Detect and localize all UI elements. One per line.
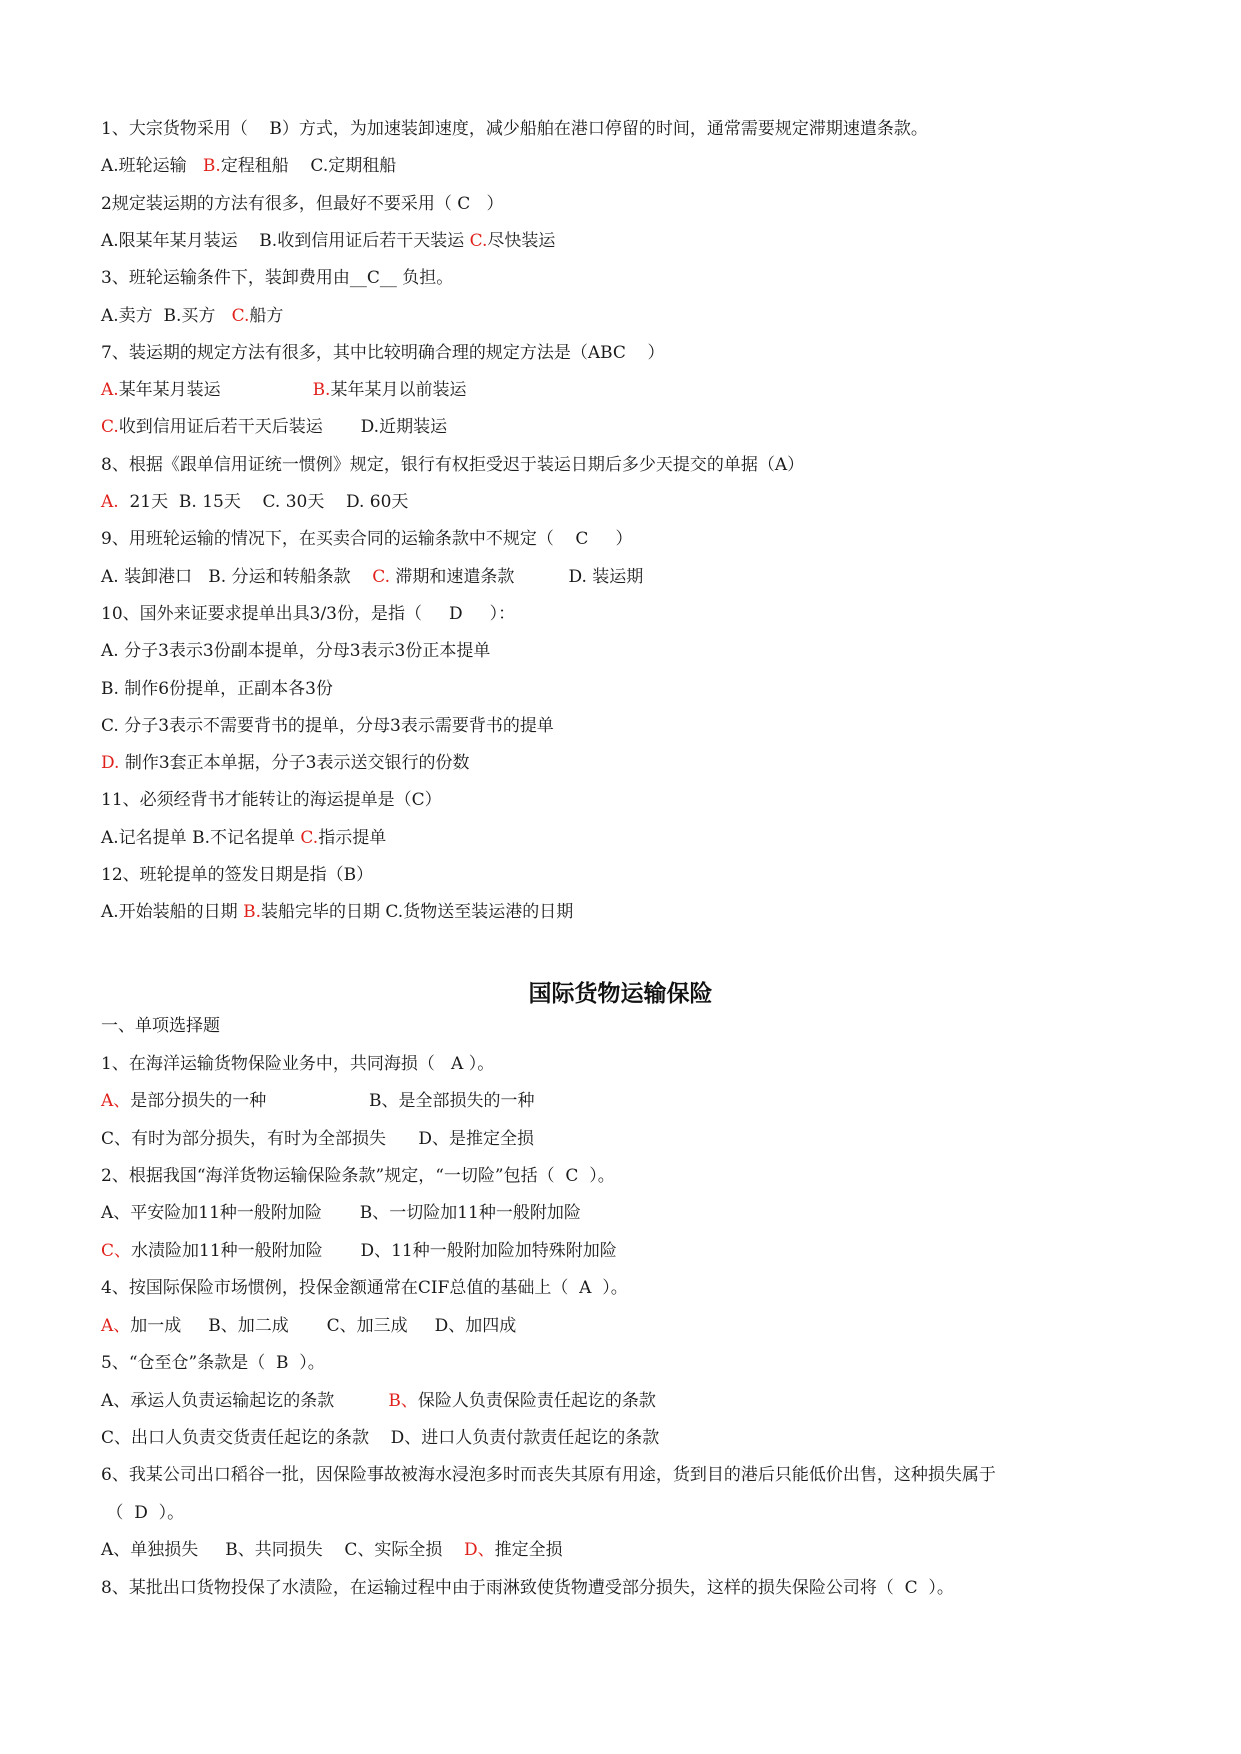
answer-marker: A. [101, 380, 119, 401]
line-text: A、单独损失 B、共同损失 C、实际全损 [101, 1540, 465, 1560]
section1-line [101, 826, 386, 850]
line-text: 9、用班轮运输的情况下，在买卖合同的运输条款中不规定（ C ） [101, 529, 633, 550]
section2-line [101, 1052, 494, 1076]
answer-marker: B. [243, 902, 261, 923]
section1-line [101, 192, 503, 216]
section-title: 国际货物运输保险 [528, 981, 713, 1007]
line-text: 装船完毕的日期 C.货物送至装运港的日期 [261, 902, 574, 923]
line-text: 保险人负责保险责任起讫的条款 [417, 1391, 656, 1411]
line-text: 5、“仓至仓”条款是（ B ）。 [101, 1353, 325, 1373]
line-text: A.卖方 B.买方 [101, 305, 232, 326]
line-text: 11、必须经背书才能转让的海运提单是（C） [101, 790, 442, 811]
line-text: 滞期和速遣条款 D. 装运期 [390, 566, 644, 587]
section2-line [101, 1239, 617, 1263]
line-text: A.记名提单 B.不记名提单 [101, 827, 301, 848]
section2-line [101, 1426, 659, 1450]
section1-line [101, 751, 469, 775]
line-text: 7、装运期的规定方法有很多，其中比较明确合理的规定方法是（ABC ） [101, 342, 665, 363]
section1-line [101, 677, 333, 701]
line-text: 指示提单 [318, 827, 387, 848]
section2-line [101, 1389, 656, 1413]
section1-line [101, 490, 408, 514]
section2-line [101, 1201, 581, 1225]
line-text: 推定全损 [494, 1540, 563, 1560]
answer-marker: C. [300, 827, 319, 848]
section1-line [101, 229, 555, 253]
line-text: 船方 [249, 305, 284, 326]
answer-marker: C. [231, 305, 250, 326]
section2-line [101, 1276, 628, 1300]
line-text: 4、按国际保险市场惯例，投保金额通常在CIF总值的基础上（ A ）。 [101, 1278, 628, 1298]
line-text: A、承运人负责运输起讫的条款 [101, 1391, 389, 1411]
line-text: C、有时为部分损失，有时为全部损失 D、是推定全损 [101, 1129, 535, 1149]
line-text: 10、国外来证要求提单出具3/3份，是指（ D ）： [101, 603, 516, 624]
section2-line [101, 1127, 534, 1151]
line-text: 一、单项选择题 [101, 1016, 220, 1036]
answer-marker: C. [372, 566, 391, 587]
section2-line [101, 1576, 954, 1600]
section1-line [101, 527, 632, 551]
section1-line [101, 565, 643, 589]
line-text: C. 分子3表示不需要背书的提单，分母3表示需要背书的提单 [101, 715, 554, 736]
answer-marker: B、 [388, 1391, 418, 1411]
line-text: 8、根据《跟单信用证统一惯例》规定，银行有权拒受迟于装运日期后多少天提交的单据（A） [101, 454, 805, 475]
line-text: B. 制作6份提单，正副本各3份 [101, 678, 333, 699]
line-text: A. 装卸港口 B. 分运和转船条款 [101, 566, 373, 587]
line-text: 8、某批出口货物投保了水渍险，在运输过程中由于雨淋致使货物遭受部分损失，这样的损失保险公司将（ C ）。 [101, 1578, 954, 1598]
line-text: 1、在海洋运输货物保险业务中，共同海损（ A ）。 [101, 1054, 495, 1074]
line-text: 水渍险加11种一般附加险 D、11种一般附加险加特殊附加险 [131, 1241, 617, 1261]
answer-marker: A、 [101, 1091, 131, 1111]
answer-marker: D、 [464, 1540, 495, 1560]
answer-marker: A、 [101, 1316, 131, 1336]
answer-marker: B. [312, 380, 331, 401]
line-text: 21天 B. 15天 C. 30天 D. 60天 [118, 492, 409, 512]
line-text: 12、班轮提单的签发日期是指（B） [101, 865, 374, 885]
section2-line [101, 1538, 563, 1562]
section2-line [101, 1463, 996, 1487]
answer-marker: C、 [101, 1241, 132, 1261]
line-text: 1、大宗货物采用（ B）方式，为加速装卸速度，减少船舶在港口停留的时间，通常需要规定滞期速遣条款。 [101, 119, 928, 139]
section2-line [101, 1089, 534, 1113]
section2-line [101, 1351, 325, 1375]
line-text: 定程租船 C.定期租船 [220, 156, 397, 177]
answer-marker: B. [202, 156, 221, 177]
line-text: 某年某月装运 [118, 380, 313, 401]
section1-line [101, 639, 490, 663]
section1-line [101, 341, 665, 365]
section1-line [101, 714, 554, 738]
line-text: 收到信用证后若干天后装运 D.近期装运 [118, 417, 448, 438]
line-text: C、出口人负责交货责任起讫的条款 D、进口人负责付款责任起讫的条款 [101, 1428, 660, 1448]
line-text: 加一成 B、加二成 C、加三成 D、加四成 [130, 1316, 517, 1336]
line-text: A. 分子3表示3份副本提单，分母3表示3份正本提单 [101, 641, 491, 662]
answer-marker: C. [469, 230, 488, 251]
section1-line [101, 900, 573, 924]
line-text: A、平安险加11种一般附加险 B、一切险加11种一般附加险 [101, 1203, 581, 1223]
line-text: （ D ）。 [101, 1503, 185, 1523]
line-text: 6、我某公司出口稻谷一批，因保险事故被海水浸泡多时而丧失其原有用途，货到目的港后只能低价出售，这种损失属于 [101, 1465, 996, 1485]
line-text: 3、班轮运输条件下，装卸费用由__C__ 负担。 [101, 268, 454, 289]
section2-line [101, 1501, 184, 1525]
line-text: 某年某月以前装运 [330, 380, 467, 401]
line-text: A.开始装船的日期 [101, 902, 244, 923]
line-text: 尽快装运 [487, 230, 556, 251]
section1-line [101, 304, 283, 328]
line-text: 制作3套正本单据，分子3表示送交银行的份数 [119, 753, 470, 774]
line-text: A.限某年某月装运 B.收到信用证后若干天装运 [101, 230, 470, 251]
line-text: A.班轮运输 [101, 156, 203, 177]
section1-line [101, 117, 928, 141]
line-text: 2规定装运期的方法有很多，但最好不要采用（ C ） [101, 193, 504, 214]
section1-line [101, 863, 373, 887]
section1-line [101, 415, 447, 439]
section1-line [101, 378, 466, 402]
section1-line [101, 788, 442, 812]
section2-line [101, 1314, 516, 1338]
section1-line [101, 602, 515, 626]
answer-marker: D. [101, 753, 120, 774]
section2-line [101, 1014, 220, 1038]
answer-marker: C. [101, 417, 119, 438]
section1-line [101, 266, 453, 290]
section2-line [101, 1164, 615, 1188]
answer-marker: A. [101, 492, 119, 512]
line-text: 是部分损失的一种 B、是全部损失的一种 [130, 1091, 535, 1111]
line-text: 2、根据我国“海洋货物运输保险条款”规定，“一切险”包括（ C ）。 [101, 1166, 615, 1186]
section1-line [101, 453, 804, 477]
section1-line [101, 154, 396, 178]
